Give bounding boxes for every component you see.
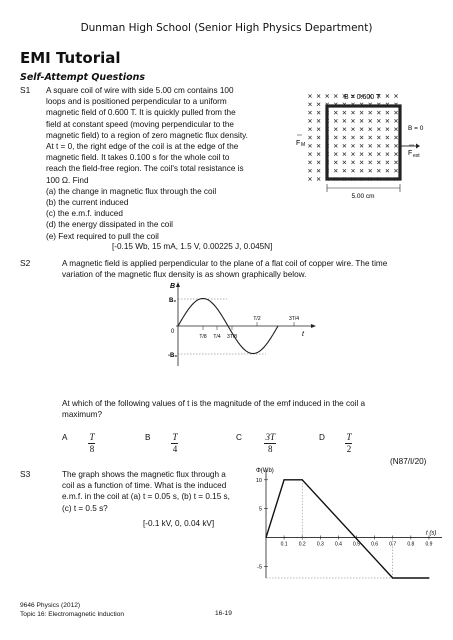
s1-part: (d) the energy dissipated in the coil (46, 220, 173, 230)
flux-data-point (284, 479, 285, 480)
option-b[interactable] (145, 432, 178, 455)
s3-line: The graph shows the magnetic flux through a (62, 470, 226, 479)
x-tick-label: 0.6 (371, 541, 379, 548)
y-tick-label: -5 (257, 564, 262, 571)
s3-line: e.m.f. in the coil at (a) t = 0.05 s, (b) t = 0.15 s, (62, 492, 230, 502)
option-letter: A (62, 433, 68, 442)
tick-label: 3T/4 (288, 316, 300, 322)
tick-label: T/8 (199, 334, 207, 340)
option-a[interactable] (62, 432, 95, 455)
s1-answer: [-0.15 Wb, 15 mA, 1.5 V, 0.00225 J, 0.045N] (112, 242, 273, 251)
question-label-s1: S1 (20, 85, 31, 95)
s1-line: magnetic field of 0.600 T. It is quickly pulled from the (46, 108, 236, 118)
neg-b0-label: -B₀ (168, 353, 178, 359)
pull-arrow-head (416, 144, 420, 149)
y-tick-label: 5 (258, 506, 262, 513)
s1-line: magnetic field. It takes 0.100 s for the whole coil to (46, 153, 230, 163)
s2-line: variation of the magnetic flux density is as shown graphically below. (62, 270, 307, 280)
section-subtitle: Self-Attempt Questions (20, 72, 146, 83)
s3-line: coil as a function of time. What is the induced (62, 481, 227, 491)
x-tick-label: 0.2 (298, 541, 306, 548)
flux-data-point (428, 577, 429, 578)
flux-data-point (265, 537, 266, 538)
option-d[interactable] (319, 432, 352, 455)
option-fraction: $\frac{T}{8}$ (89, 432, 95, 454)
x-tick-label: 0.5 (353, 541, 361, 548)
field-strength-label: B = 0.600 T (344, 94, 381, 101)
graph-x-label: t (302, 331, 304, 338)
question-label-s3: S3 (20, 469, 31, 479)
b0-label: B₀ (169, 298, 177, 304)
s1-line: At t = 0, the right edge of the coil is at the edge of the (46, 142, 239, 152)
y-tick-label: 10 (255, 477, 262, 484)
external-force-subscript: ext (413, 153, 420, 159)
x-tick-label: 0.9 (425, 541, 433, 548)
flux-series-line (266, 480, 429, 578)
s2-question-line: maximum? (62, 410, 103, 420)
option-letter: D (319, 433, 325, 442)
flux-data-point (302, 479, 303, 480)
flux-data-point (392, 577, 393, 578)
chart-x-label: t (s) (426, 530, 437, 537)
question-label-s2: S2 (20, 258, 31, 268)
flux-time-graph (252, 464, 447, 586)
question-s3-text (62, 469, 242, 514)
option-c[interactable] (236, 432, 276, 455)
s1-part: (a) the change in magnetic flux through the coil (46, 186, 217, 196)
s1-line: reach the field-free region. The coil's total resistance is (46, 164, 244, 174)
option-fraction: $\frac{T}{4}$ (172, 432, 178, 454)
s1-line: field at constant speed (moving perpendicular to the (46, 119, 234, 129)
s3-answer: [-0.1 kV, 0, 0.04 kV] (143, 519, 215, 528)
s1-part: (c) the e.m.f. induced (46, 209, 123, 219)
s1-part: (b) the current induced (46, 198, 129, 208)
s1-part: (e) Fext required to pull the coil (46, 231, 159, 241)
magnetic-force-subscript: M (301, 142, 306, 148)
question-s1-text (46, 85, 296, 242)
footer-left (20, 602, 124, 619)
option-fraction: $\frac{T}{2}$ (346, 432, 352, 454)
option-fraction: $\frac{3T}{8}$ (265, 432, 275, 454)
footer-course: 9646 Physics (2012) (20, 602, 81, 609)
option-letter: B (145, 433, 151, 442)
s1-line: loops and is positioned perpendicular to a uniform (46, 97, 227, 107)
s2-source: (N87/I/20) (390, 457, 427, 466)
x-tick-label: 0.8 (407, 541, 415, 548)
coil-field-diagram (296, 88, 436, 200)
tick-label: 3T/8 (226, 334, 238, 340)
flux-density-graph (168, 282, 318, 370)
s3-line: (c) t = 0.5 s? (62, 503, 108, 513)
page-title: EMI Tutorial (20, 49, 121, 67)
s1-line: 100 Ω. Find (46, 175, 89, 185)
footer-topic: Topic 16: Electromagnetic Induction (20, 610, 125, 618)
graph-y-label: B (170, 283, 176, 290)
x-tick-label: 0.7 (389, 541, 397, 548)
external-force-label: F (408, 150, 413, 157)
s2-question-line: At which of the following values of t is the magnitude of the emf induced in the coil a (62, 399, 366, 408)
x-tick-label: 0.4 (334, 541, 342, 548)
page-number: 16-19 (215, 610, 232, 617)
x-tick-label: 0.3 (316, 541, 324, 548)
origin-label: 0 (171, 329, 175, 335)
coil-width-label: 5.00 cm (351, 193, 375, 200)
tick-label: T/2 (253, 316, 261, 322)
s1-line: magnetic field) to a region of zero magnetic flux density. (46, 130, 248, 140)
s1-line: A square coil of wire with side 5.00 cm contains 100 (46, 86, 234, 95)
chart-y-label: Φ(Wb) (256, 468, 274, 474)
x-tick-label: 0.1 (280, 541, 288, 548)
tick-label: T/4 (213, 334, 221, 340)
question-s2-prompt (62, 398, 365, 420)
magnetic-force-label: F (296, 140, 301, 147)
s2-line: A magnetic field is applied perpendicular to the plane of a flat coil of copper wire. The time (62, 259, 388, 268)
page-header: Dunman High School (Senior High Physics Department) (80, 22, 373, 34)
question-s2-text (62, 258, 387, 280)
square-coil (327, 106, 400, 179)
option-letter: C (236, 433, 242, 442)
zero-field-label: B = 0 (408, 125, 424, 132)
